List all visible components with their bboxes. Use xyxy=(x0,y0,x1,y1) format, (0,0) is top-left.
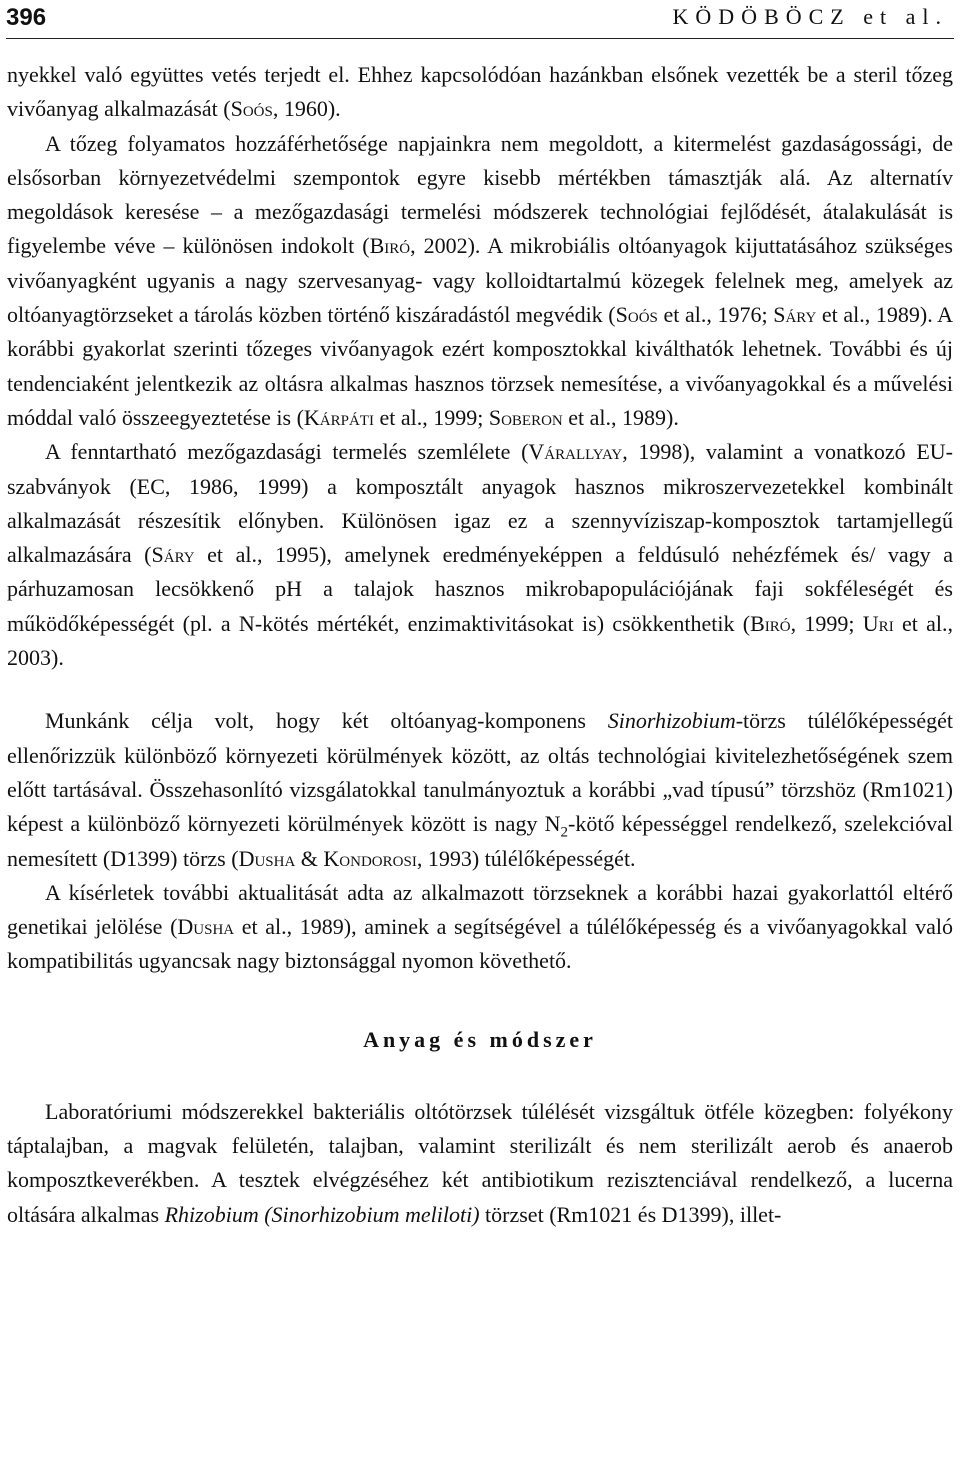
text: , 1960). xyxy=(272,96,341,122)
text: et al., 1976; xyxy=(657,302,774,328)
text: et al., 2003). xyxy=(7,610,953,671)
text: et al., 1989). xyxy=(562,404,679,430)
running-head: KÖDÖBÖCZ et al. xyxy=(672,4,948,29)
text: et al., 1989). A korábbi gyakorlat szerinti tőzeges vivőanyagok ezért komposztokkal kiválthatók lehetnek. További és új tendenciaként jelentkezik az oltásra alkalmas hasznos törzsek nemesítése, a vivőanyagokkal és a művelési móddal való összeegyeztetése is ( xyxy=(7,302,953,430)
text: törzset (Rm1021 és D1399), illet- xyxy=(479,1201,782,1227)
species-name: Rhizobium (Sinorhizobium meliloti) xyxy=(164,1201,480,1227)
cited-author: Várallyay xyxy=(528,439,623,465)
text: , 1999; xyxy=(790,610,863,636)
cited-author: Kondorosi xyxy=(323,845,417,871)
text: et al., 1999; xyxy=(373,404,489,430)
text: , 2002). A mikrobiális oltóanyagok kijuttatásához szükséges vivőanyagként ugyanis a nagy szervesanyag- vagy kolloidtartalmú közegek felelnek meg, amelyek az oltóanyagtörzseket a tárolás közben történő kiszáradástól megvédik ( xyxy=(7,233,953,328)
cited-author: Biró xyxy=(369,233,411,259)
text: et al., 1989), aminek a segítségével a túlélőképesség és a vivőanyagokkal való kompatibilitás ugyancsak nagy biztonsággal nyomon követhető. xyxy=(7,914,954,974)
page-number: 396 xyxy=(6,4,47,31)
cited-author: Soós xyxy=(230,96,273,122)
paragraph-2 xyxy=(7,127,953,436)
text: -kötő képességgel rendelkező, szelekcióval nemesített (D1399) törzs ( xyxy=(7,811,953,871)
species-name: Sinorhizobium xyxy=(607,708,736,734)
paragraph-5 xyxy=(7,876,953,979)
paragraph-4 xyxy=(7,704,953,875)
text: et al., 1995), amelynek eredményeképpen a feldúsuló nehézfémek és/ vagy a párhuzamosan lecsökkenő pH a talajok hasznos mikrobapopulációjának faji sokféleségét és működőképességét (pl. a N-kötés mértékét, enzimaktivitásokat is) csökkenthetik ( xyxy=(7,542,954,636)
text: Laboratóriumi módszerekkel bakteriális oltótörzsek túlélését vizsgáltuk ötféle közegben: folyékony táptalajban, a magvak felületén, talajban, valamint sterilizált és nem sterilizált aerob és anaerob komposztkeverékben. A tesztek elvégzéséhez két antibiotikum rezisztenciával rendelkező, a lucerna oltására alkalmas xyxy=(7,1098,953,1227)
text: , 1993) túlélőképességét. xyxy=(416,845,636,871)
text: nyekkel való együttes vetés terjedt el. Ehhez kapcsolódóan hazánkban elsőnek vezették be a steril tőzeg vivőanyag alkalmazását ( xyxy=(7,62,953,122)
text: & xyxy=(295,845,324,871)
paragraph-3 xyxy=(7,435,953,675)
paragraph-6 xyxy=(7,1095,953,1232)
subscript: 2 xyxy=(560,824,569,841)
text: -törzs túlélőképességét ellenőrizzük különböző környezeti körülmények között, az oltás technológiai kivitelezhetőségének szem előtt tartásával. Összehasonlító vizsgálatokkal tanulmányoztuk a korábbi „vad típusú” törzshöz (Rm1021) képest a különböző környezeti körülmények között is nagy N xyxy=(7,708,953,837)
cited-author: Sáry xyxy=(773,302,817,328)
text: Munkánk célja volt, hogy két oltóanyag-komponens xyxy=(45,708,608,734)
section-heading: Anyag és módszer xyxy=(363,1026,597,1052)
cited-author: Dusha xyxy=(238,845,296,871)
cited-author: Soós xyxy=(615,302,658,328)
cited-author: Kárpáti xyxy=(303,404,374,430)
paragraph-1 xyxy=(7,58,953,127)
cited-author: Sáry xyxy=(151,542,195,568)
cited-author: Uri xyxy=(862,610,894,636)
page-body xyxy=(7,58,953,1232)
cited-author: Dusha xyxy=(177,914,235,940)
cited-author: Biró xyxy=(750,610,791,636)
text: , 1998), valamint a vonatkozó EU-szabványok (EC, 1986, 1999) a komposztált anyagok hasznos mikroszervezetekkel kombinált alkalmazását részesítik előnyben. Különösen igaz ez a szennyvíziszap-komposztok tartamjellegű alkalmazására ( xyxy=(7,439,953,568)
text: A fenntartható mezőgazdasági termelés szemlélete ( xyxy=(45,439,529,465)
page-header xyxy=(6,0,954,39)
text: A kísérletek további aktualitását adta az alkalmazott törzseknek a korábbi hazai gyakorlattól eltérő genetikai jelölése ( xyxy=(7,879,953,940)
text: A tőzeg folyamatos hozzáférhetősége napjainkra nem megoldott, a kitermelést gazdaságossági, de elsősorban környezetvédelmi szempontok egyre kisebb mértékben támasztják alá. Az alternatív megoldások keresése – a mezőgazdasági termelési módszerek technológiai fejlődését, átalakulását is figyelembe véve – különösen indokolt ( xyxy=(7,130,953,259)
cited-author: Soberon xyxy=(488,404,563,430)
